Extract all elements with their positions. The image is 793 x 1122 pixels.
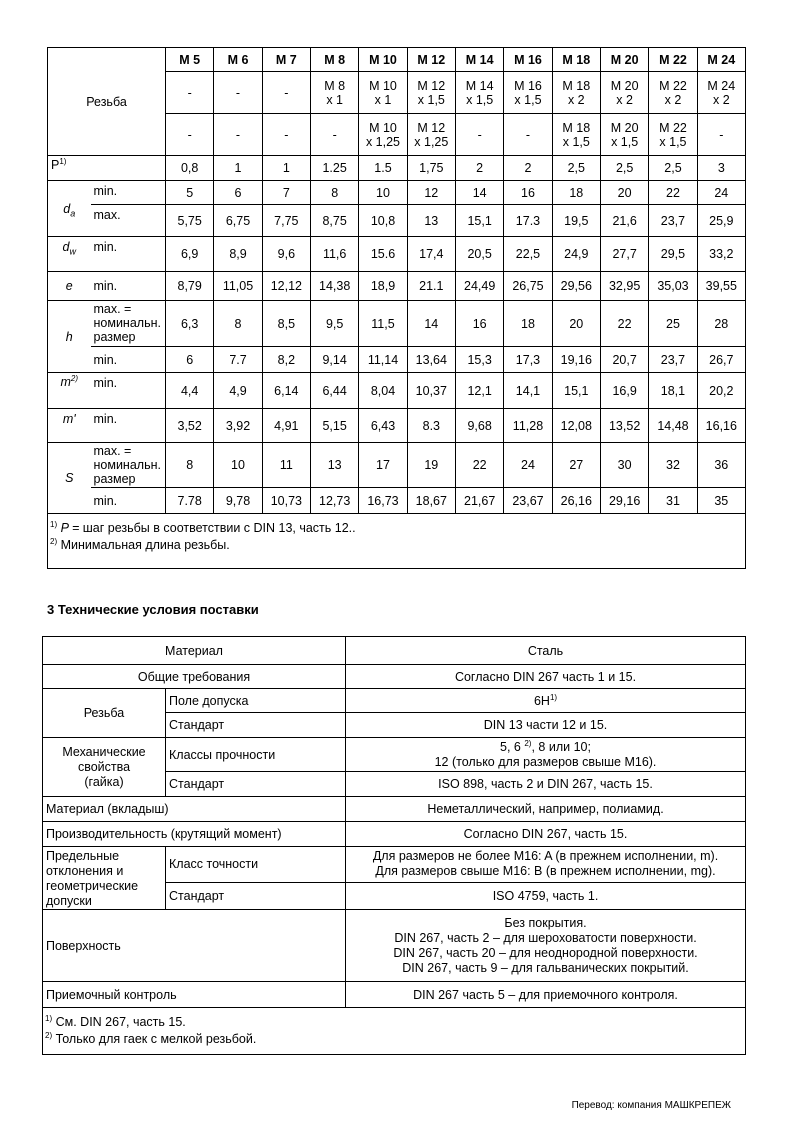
tolerance-class-row [43,847,746,883]
value-cell: 23,7 [649,347,697,373]
value-cell: 21,67 [455,488,503,514]
value-line: M 18 [562,78,591,93]
material-header: Материал [43,637,346,665]
value-line: x 1,25 [414,134,449,149]
value-cell: 25,9 [697,205,745,237]
value-cell: 16 [455,301,503,347]
value-cell: 21.1 [407,272,455,301]
inspection-value: DIN 267 часть 5 – для приемочного контроля. [346,982,746,1008]
table2-footnotes [43,1008,746,1055]
value-cell: 8 [166,443,214,488]
value-cell: M 24 [697,48,745,72]
value-cell: 13 [311,443,359,488]
m-prime-min-label: min. [91,409,166,443]
value-cell [504,114,552,156]
value-cell: 8 [214,301,262,347]
footnote-2: $^{2)}$ Только для гаек с мелкой резьбой. [45,1030,257,1046]
value-cell: 13 [407,205,455,237]
value-line: x 1,5 [611,134,639,149]
value-cell: 2 [455,156,503,181]
value-cell: 26,75 [504,272,552,301]
value-cell: 32,95 [600,272,648,301]
value-cell: 9,78 [214,488,262,514]
value-cell: 21,6 [600,205,648,237]
value-cell [214,114,262,156]
accuracy-class-value: Для размеров не более M16: A (в прежнем исполнении, m). Для размеров свыше M16: B (в прежнем исполнении, mg). [346,847,746,883]
value-cell: 3 [697,156,745,181]
value-line: M 14 [465,78,494,93]
e-symbol: e [48,272,91,301]
value-cell: 19 [407,443,455,488]
value-cell: 15,1 [552,373,600,409]
value-cell: 6,44 [311,373,359,409]
value-cell: 1 [262,156,310,181]
value-cell [697,72,745,114]
value-cell: 12 [407,181,455,205]
value-line: - [284,127,289,142]
value-cell: 18,67 [407,488,455,514]
value-cell: 16,9 [600,373,648,409]
value-cell: 15,1 [455,205,503,237]
value-cell: M 14 [455,48,503,72]
pitch-row [48,156,746,181]
value-cell: 2,5 [552,156,600,181]
da-min-label: min. [91,181,166,205]
mech-label: Механические свойства (гайка) [43,738,166,797]
value-cell: 10 [214,443,262,488]
value-cell: 1,75 [407,156,455,181]
footnote-1: $^{1)}$ См. DIN 267, часть 15. [45,1013,186,1029]
value-cell: 11 [262,443,310,488]
tolerance-standard-label: Стандарт [166,882,346,909]
value-line: M 20 [610,120,639,135]
s-min-label: min. [91,488,166,514]
value-line: M 18 [562,120,591,135]
value-cell: 14,48 [649,409,697,443]
value-cell: 18,1 [649,373,697,409]
value-cell [214,72,262,114]
value-cell: 18,9 [359,272,407,301]
value-cell: 33,2 [697,237,745,272]
value-cell: M 20 [600,48,648,72]
value-cell: 2,5 [649,156,697,181]
value-cell: 11,5 [359,301,407,347]
value-cell: 25 [649,301,697,347]
value-line: x 1,5 [514,92,542,107]
value-cell: 11,28 [504,409,552,443]
translation-credit: Перевод: компания МАШКРЕПЕЖ [571,1100,731,1111]
value-line: M 20 [610,78,639,93]
e-min-label: min. [91,272,166,301]
tolerance-value: $6H^{1)}$ [346,689,746,713]
m-row [48,373,746,409]
h-min-row [48,347,746,373]
value-cell: 20,5 [455,237,503,272]
value-cell: M 18 [552,48,600,72]
value-line: x 1,5 [417,92,445,107]
value-line: - [719,127,724,142]
delivery-conditions-table [42,636,746,1055]
value-line: x 1,5 [466,92,494,107]
value-cell [166,72,214,114]
value-cell: M 6 [214,48,262,72]
thread-label: Резьба [48,48,166,156]
value-cell: 8.3 [407,409,455,443]
value-cell [166,114,214,156]
value-cell: 4,91 [262,409,310,443]
value-cell: 27 [552,443,600,488]
value-cell: 32 [649,443,697,488]
value-cell [649,114,697,156]
value-line: M 10 [369,78,397,93]
insert-value: Неметаллический, например, полиамид. [346,797,746,822]
table1-footnotes [48,514,746,569]
m-prime-symbol: m' [48,409,91,443]
value-cell: 20,7 [600,347,648,373]
steel-header: Сталь [346,637,746,665]
value-line: x 1,5 [659,134,687,149]
value-cell: 35 [697,488,745,514]
value-cell: 17,4 [407,237,455,272]
value-cell: 6 [214,181,262,205]
mech-class-row [43,738,746,772]
footnote-1: $^{1)}$ P = шаг резьбы в соответствии с DIN 13, часть 12.. [50,519,356,535]
value-cell: M 22 [649,48,697,72]
inspection-label: Приемочный контроль [43,982,346,1008]
value-cell: 8,75 [311,205,359,237]
value-cell: 3,92 [214,409,262,443]
value-cell: 16,73 [359,488,407,514]
value-cell [649,72,697,114]
value-cell: 15,3 [455,347,503,373]
da-max-row [48,205,746,237]
thread-standard-value: DIN 13 части 12 и 15. [346,713,746,738]
value-cell: 4,9 [214,373,262,409]
value-cell: 16,16 [697,409,745,443]
value-cell: 13,64 [407,347,455,373]
surface-row [43,910,746,982]
strength-class-label: Классы прочности [166,738,346,772]
value-cell: 8,79 [166,272,214,301]
value-cell: 22 [455,443,503,488]
value-cell: 29,56 [552,272,600,301]
value-cell: 39,55 [697,272,745,301]
h-min-label: min. [91,347,166,373]
value-cell [600,114,648,156]
value-cell: 11,14 [359,347,407,373]
value-line: - [187,85,192,100]
value-cell [311,114,359,156]
value-line: x 1,25 [365,134,401,149]
value-cell [504,72,552,114]
value-cell: 4,4 [166,373,214,409]
e-row [48,272,746,301]
surface-label: Поверхность [43,910,346,982]
value-line: - [235,127,241,142]
da-min-row [48,181,746,205]
size-header-row [48,48,746,72]
value-cell [262,114,310,156]
value-cell [359,114,407,156]
dimensions-table [47,47,746,569]
value-cell: 13,52 [600,409,648,443]
tolerances-label: Предельные отклонения и геометрические допуски [43,847,166,910]
accuracy-class-label: Класс точности [166,847,346,883]
value-cell: 26,7 [697,347,745,373]
value-cell: 27,7 [600,237,648,272]
h-max-label: max. = номинальн. размер [91,301,166,347]
value-cell: 18 [552,181,600,205]
value-cell: 22 [649,181,697,205]
value-cell: 23,7 [649,205,697,237]
value-cell: 11,6 [311,237,359,272]
surface-value: Без покрытия. DIN 267, часть 2 – для шероховатости поверхности. DIN 267, часть 20 – для неоднородной поверхности. DIN 267, часть 9 – для гальванических покрытий. [346,910,746,982]
value-cell: 17,3 [504,347,552,373]
general-row [43,665,746,689]
value-cell: 7,75 [262,205,310,237]
thread-tolerance-row [43,689,746,713]
value-cell [311,72,359,114]
value-line: - [477,127,482,142]
value-line: M 24 [707,78,736,93]
value-line: - [187,127,192,142]
value-cell: 19,16 [552,347,600,373]
value-cell: 10,37 [407,373,455,409]
value-cell: 14 [407,301,455,347]
m-prime-row [48,409,746,443]
value-line: M 8 [324,78,346,93]
s-symbol: S [48,443,91,514]
tolerance-label: Поле допуска [166,689,346,713]
dw-symbol: $d_w$ [48,237,91,272]
value-cell: 9,5 [311,301,359,347]
value-cell: 24 [697,181,745,205]
value-line: M 22 [659,78,687,93]
strength-class-value: 5, 6 $^{2)}$, 8 или 10; 12 (только для размеров свыше M16). [346,738,746,772]
value-cell: 16 [504,181,552,205]
insert-row [43,797,746,822]
value-line: - [284,85,289,100]
value-cell: 8,5 [262,301,310,347]
value-cell: 6,43 [359,409,407,443]
value-cell [455,114,503,156]
value-cell: 29,5 [649,237,697,272]
value-cell: 11,05 [214,272,262,301]
value-cell: 0,8 [166,156,214,181]
value-cell: 31 [649,488,697,514]
value-line: x 2 [567,92,585,107]
value-cell: 10 [359,181,407,205]
value-cell: 6,9 [166,237,214,272]
value-cell: 19,5 [552,205,600,237]
value-line: x 2 [712,92,730,107]
value-cell: 29,16 [600,488,648,514]
value-line: x 1,5 [562,134,590,149]
value-cell: 35,03 [649,272,697,301]
value-cell: 36 [697,443,745,488]
s-min-row [48,488,746,514]
value-cell [552,114,600,156]
pitch-label: $P^{1)}$ [48,156,166,181]
value-cell [552,72,600,114]
value-cell: 7.7 [214,347,262,373]
value-line: M 12 [417,120,446,135]
footnote-2: $^{2)}$ Минимальная длина резьбы. [50,536,230,552]
value-cell: M 16 [504,48,552,72]
value-cell: 14,1 [504,373,552,409]
value-cell: M 5 [166,48,214,72]
value-cell: 7 [262,181,310,205]
value-cell [262,72,310,114]
value-cell: 8,9 [214,237,262,272]
m-min-label: min. [91,373,166,409]
value-cell: 6,3 [166,301,214,347]
value-cell: 20,2 [697,373,745,409]
value-cell: 3,52 [166,409,214,443]
value-line: M 22 [659,120,687,135]
value-cell: 9,14 [311,347,359,373]
value-cell: 8,2 [262,347,310,373]
value-cell: 12,12 [262,272,310,301]
dw-row [48,237,746,272]
value-cell: 26,16 [552,488,600,514]
value-cell: 22 [600,301,648,347]
value-cell: 1.25 [311,156,359,181]
thread-standard-label: Стандарт [166,713,346,738]
value-cell: 30 [600,443,648,488]
value-cell: 28 [697,301,745,347]
value-cell [359,72,407,114]
tolerance-standard-value: ISO 4759, часть 1. [346,882,746,909]
value-line: x 2 [664,92,682,107]
torque-label: Производительность (крутящий момент) [43,822,346,847]
da-symbol: $d_a$ [48,181,91,237]
value-cell: 24 [504,443,552,488]
dw-min-label: min. [91,237,166,272]
value-cell: 6,14 [262,373,310,409]
value-line: x 2 [616,92,633,107]
value-cell: 17 [359,443,407,488]
value-cell: 20 [600,181,648,205]
general-label: Общие требования [43,665,346,689]
value-cell: 7.78 [166,488,214,514]
value-cell: 14 [455,181,503,205]
value-cell: 8,04 [359,373,407,409]
inspection-row [43,982,746,1008]
value-cell: 9,68 [455,409,503,443]
value-cell: 5,15 [311,409,359,443]
value-cell: M 10 [359,48,407,72]
value-cell [697,114,745,156]
h-symbol: h [48,301,91,373]
value-cell: 24,49 [455,272,503,301]
value-cell: M 8 [311,48,359,72]
m-symbol: $m^{2)}$ [48,373,91,409]
value-line: x 1 [374,92,392,107]
value-cell: 24,9 [552,237,600,272]
s-max-label: max. = номинальн. размер [91,443,166,488]
value-line: x 1 [326,92,343,107]
value-cell: M 12 [407,48,455,72]
torque-value: Согласно DIN 267, часть 15. [346,822,746,847]
value-cell: 20 [552,301,600,347]
torque-row [43,822,746,847]
value-cell: 8 [311,181,359,205]
value-cell: 17.3 [504,205,552,237]
da-max-label: max. [91,205,166,237]
value-cell: 14,38 [311,272,359,301]
value-cell: 2,5 [600,156,648,181]
value-line: M 16 [514,78,542,93]
value-line: - [332,127,337,142]
value-cell: 23,67 [504,488,552,514]
value-cell: 1.5 [359,156,407,181]
value-cell: 1 [214,156,262,181]
thread-label: Резьба [43,689,166,738]
value-line: - [235,85,241,100]
value-line: M 10 [369,120,397,135]
value-cell: 12,73 [311,488,359,514]
value-cell: 22,5 [504,237,552,272]
general-value: Согласно DIN 267 часть 1 и 15. [346,665,746,689]
s-max-row [48,443,746,488]
value-cell: 9,6 [262,237,310,272]
section-title: 3 Технические условия поставки [47,602,259,617]
mech-standard-value: ISO 898, часть 2 и DIN 267, часть 15. [346,772,746,797]
value-cell [600,72,648,114]
mech-standard-label: Стандарт [166,772,346,797]
value-cell [455,72,503,114]
insert-label: Материал (вкладыш) [43,797,346,822]
value-line: - [525,127,531,142]
value-cell: 6,75 [214,205,262,237]
value-cell: 10,8 [359,205,407,237]
h-max-row [48,301,746,347]
value-cell: 12,08 [552,409,600,443]
value-cell [407,114,455,156]
value-cell: 2 [504,156,552,181]
value-cell: 10,73 [262,488,310,514]
value-cell: 18 [504,301,552,347]
value-line: M 12 [417,78,446,93]
value-cell: 5 [166,181,214,205]
value-cell [407,72,455,114]
value-cell: 6 [166,347,214,373]
value-cell: 15.6 [359,237,407,272]
value-cell: 12,1 [455,373,503,409]
header-row [43,637,746,665]
value-cell: 5,75 [166,205,214,237]
value-cell: M 7 [262,48,310,72]
